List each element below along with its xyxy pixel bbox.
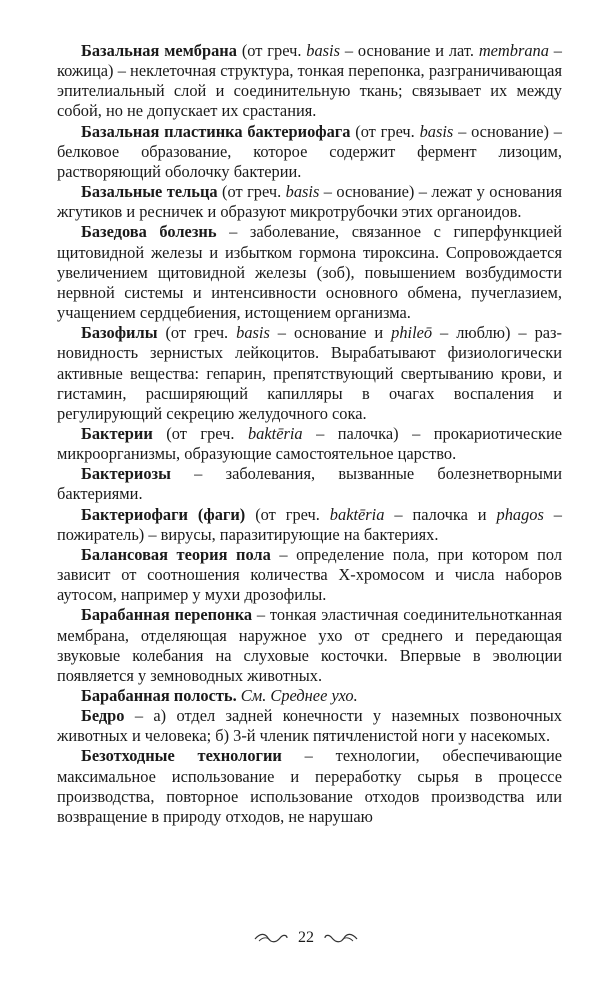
dictionary-text xyxy=(57,41,562,827)
dictionary-entry xyxy=(57,323,562,424)
page-number: 22 xyxy=(298,929,314,946)
entry-definition: (от греч. xyxy=(217,182,286,202)
entry-definition: – тонкая эластичная соединительнотканная мембрана, отделяющая наружное ухо от среднего и передающая звуковые колебания на слуховые косточки. Впервые в эволюции появляется у земноводных животных. xyxy=(57,605,562,685)
entry-etymology: baktēria xyxy=(329,504,385,524)
entry-definition: (от греч. xyxy=(152,423,248,443)
page-footer xyxy=(0,928,612,948)
entry-definition: (от греч. xyxy=(157,323,237,343)
entry-definition: – основание) – белковое образование, которое содержит фермент лизоцим, растворяющий оболочку бактерии. xyxy=(57,121,562,181)
entry-term: Базофилы xyxy=(81,323,158,343)
entry-term: Бедро xyxy=(81,706,125,726)
entry-term: Барабанная полость. xyxy=(81,686,237,705)
entry-term: Бактериозы xyxy=(81,464,171,484)
entry-definition: – основание) – лежат у основания жгутиков и ресничек и образуют микротрубочки этих органоидов. xyxy=(57,182,563,222)
entry-etymology: basis xyxy=(285,182,320,202)
entry-definition: – технологии, обеспечивающие максимальное использование и переработку сырья в процессе производства, повторное использование отходов производства или возвращение в природу отходов, не нарушаю xyxy=(57,746,562,826)
entry-etymology: phagos xyxy=(496,504,544,524)
entry-definition: – определение пола, при котором пол зависит от соотношения количества X-хромосом и числа наборов аутосом, например у мухи дрозофилы. xyxy=(57,544,563,605)
entry-term: Базальная мембрана xyxy=(81,41,237,60)
dictionary-entry xyxy=(57,706,562,746)
dictionary-entry xyxy=(57,41,562,122)
entry-definition: – а) отдел задней конечности у наземных позвоночных животных и человека; б) 3-й членик пятичленистой ноги у насекомых. xyxy=(57,706,562,746)
entry-etymology: baktēria xyxy=(247,423,303,443)
entry-definition: – палочка) – прокариотические микроорганизмы, образующие самостоятельное царство. xyxy=(57,423,562,464)
entry-etymology: membrana xyxy=(478,41,549,60)
entry-etymology: basis xyxy=(236,323,270,343)
entry-term: Бактерии xyxy=(81,423,153,443)
entry-term: Безотходные технологии xyxy=(81,746,282,766)
entry-term: Бактериофаги (фаги) xyxy=(81,504,246,524)
entry-definition: – палочка и xyxy=(384,504,497,524)
dictionary-entry xyxy=(57,424,562,464)
dictionary-entry xyxy=(57,686,562,706)
entry-definition: – основание и лат. xyxy=(339,41,479,60)
dictionary-entry xyxy=(57,505,562,545)
entry-term: Базальная пластинка бактериофага xyxy=(81,121,351,141)
dictionary-entry xyxy=(57,122,562,182)
entry-definition: – заболевания, вызванные болезнетворными бактериями. xyxy=(57,464,562,504)
dictionary-entry xyxy=(57,464,562,504)
entry-definition: – основание и xyxy=(269,323,392,343)
entry-term: Базедова болезнь xyxy=(81,222,217,242)
dictionary-entry xyxy=(57,222,562,323)
entry-definition: – заболевание, связанное с гиперфункцией щитовидной железы и избытком гормона тироксина. Сопровождается увеличением щитовидной железы (зоб), повышением возбудимости нервной системы и интенсивности основного обмена, пучеглазием, учащением сердцебиения, истощением организма. xyxy=(57,222,562,323)
entry-definition: (от греч. xyxy=(245,504,330,524)
entry-etymology: phileō xyxy=(391,323,433,343)
entry-etymology: basis xyxy=(419,121,454,141)
entry-definition: – пожиратель) – вирусы, паразитирующие на бактериях. xyxy=(57,504,563,544)
entry-etymology: basis xyxy=(306,41,340,60)
dictionary-entry xyxy=(57,182,562,222)
dictionary-entry xyxy=(57,545,562,605)
dictionary-entry xyxy=(57,605,562,686)
dictionary-entry xyxy=(57,746,562,827)
entry-definition: (от греч. xyxy=(236,41,307,60)
entry-term: Балансовая теория пола xyxy=(81,544,271,564)
swirl-ornament-left-icon xyxy=(254,932,288,944)
entry-definition: – кожица) – неклеточная структура, тонкая перепонка, разграничивающая эпителиальный слой и соединительную ткань; связывает их между собой, но не допускает их срастания. xyxy=(57,41,562,121)
entry-definition: – люблю) – разновидность зернистых лейкоцитов. Вырабатывают физиологически активные вещества: гепарин, препятствующий свертыванию крови, и гистамин, расширяющий капилляры в очагах воспаления и регулирующий секрецию желудочного сока. xyxy=(57,323,562,423)
entry-definition: (от греч. xyxy=(350,121,420,141)
entry-etymology: См. Среднее ухо. xyxy=(240,686,358,705)
entry-term: Барабанная перепонка xyxy=(81,605,253,625)
swirl-ornament-right-icon xyxy=(324,932,358,944)
entry-term: Базальные тельца xyxy=(81,182,218,202)
